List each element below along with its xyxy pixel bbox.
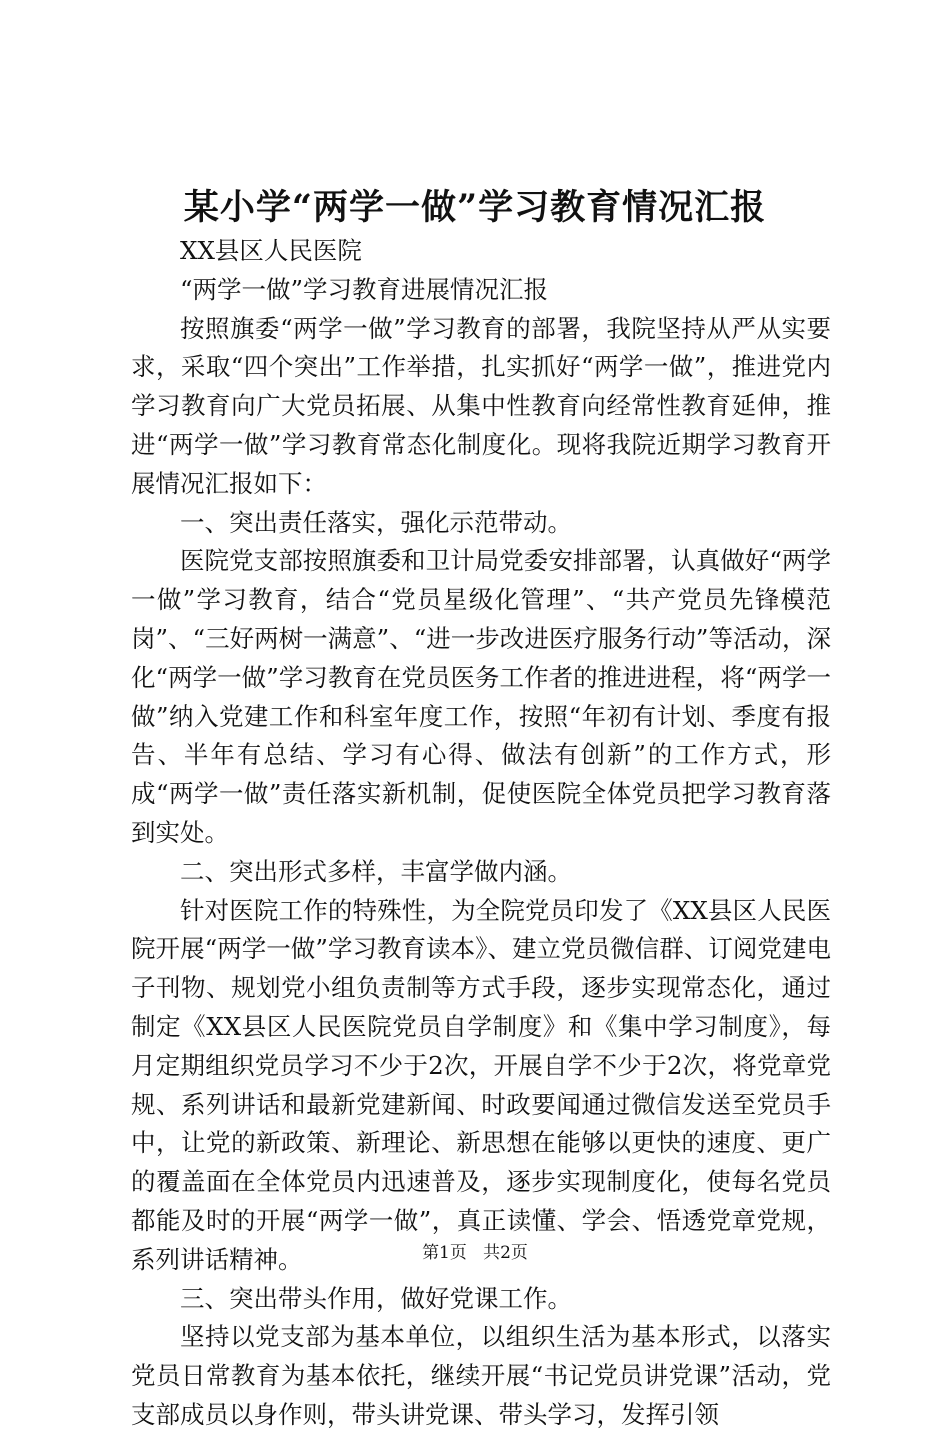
paragraph-section-3: 坚持以党支部为基本单位，以组织生活为基本形式，以落实党员日常教育为基本依托，继续开展“书记党员讲党课”活动，党支部成员以身作则，带头讲党课、带头学习，发挥引领 xyxy=(131,1322,831,1429)
page-separator xyxy=(472,1243,477,1263)
document-title: 某小学“两学一做”学习教育情况汇报 xyxy=(183,187,767,228)
page-number: 第1页 xyxy=(422,1243,467,1263)
paragraph-report-title: “两学一做”学习教育进展情况汇报 xyxy=(180,274,549,304)
paragraph-intro: 按照旗委“两学一做”学习教育的部署，我院坚持从严从实要求，采取“四个突出”工作举措，扎实抓好“两学一做”，推进党内学习教育向广大党员拓展、从集中性教育向经常性教育延伸，推进“两学一做”学习教育常态化制度化。现将我院近期学习教育开展情况汇报如下： xyxy=(131,313,831,498)
section-heading-1: 一、突出责任落实，强化示范带动。 xyxy=(180,507,572,537)
section-heading-3: 三、突出带头作用，做好党课工作。 xyxy=(180,1283,572,1313)
page-footer xyxy=(0,1241,950,1265)
page-total: 共2页 xyxy=(483,1243,528,1263)
paragraph-organization: XX县区人民医院 xyxy=(180,236,362,265)
section-heading-2: 二、突出形式多样，丰富学做内涵。 xyxy=(180,856,572,886)
paragraph-section-1: 医院党支部按照旗委和卫计局党委安排部署，认真做好“两学一做”学习教育，结合“党员星级化管理”、“共产党员先锋模范岗”、“三好两树一满意”、“进一步改进医疗服务行动”等活动，深化“两学一做”学习教育在党员医务工作者的推进进程，将“两学一做”纳入党建工作和科室年度工作，按照“年初有计划、季度有报告、半年有总结、学习有心得、做法有创新”的工作方式，形成“两学一做”责任落实新机制，促使医院全体党员把学习教育落到实处。 xyxy=(131,546,831,847)
paragraph-section-2: 针对医院工作的特殊性，为全院党员印发了《XX县区人民医院开展“两学一做”学习教育读本》、建立党员微信群、订阅党建电子刊物、规划党小组负责制等方式手段，逐步实现常态化，通过制定《XX县区人民医院党员自学制度》和《集中学习制度》，每月定期组织党员学习不少于2次，开展自学不少于2次，将党章党规、系列讲话和最新党建新闻、时政要闻通过微信发送至党员手中，让党的新政策、新理论、新思想在能够以更快的速度、更广的覆盖面在全体党员内迅速普及，逐步实现制度化，使每名党员都能及时的开展“两学一做”，真正读懂、学会、悟透党章党规，系列讲话精神。 xyxy=(131,895,831,1274)
